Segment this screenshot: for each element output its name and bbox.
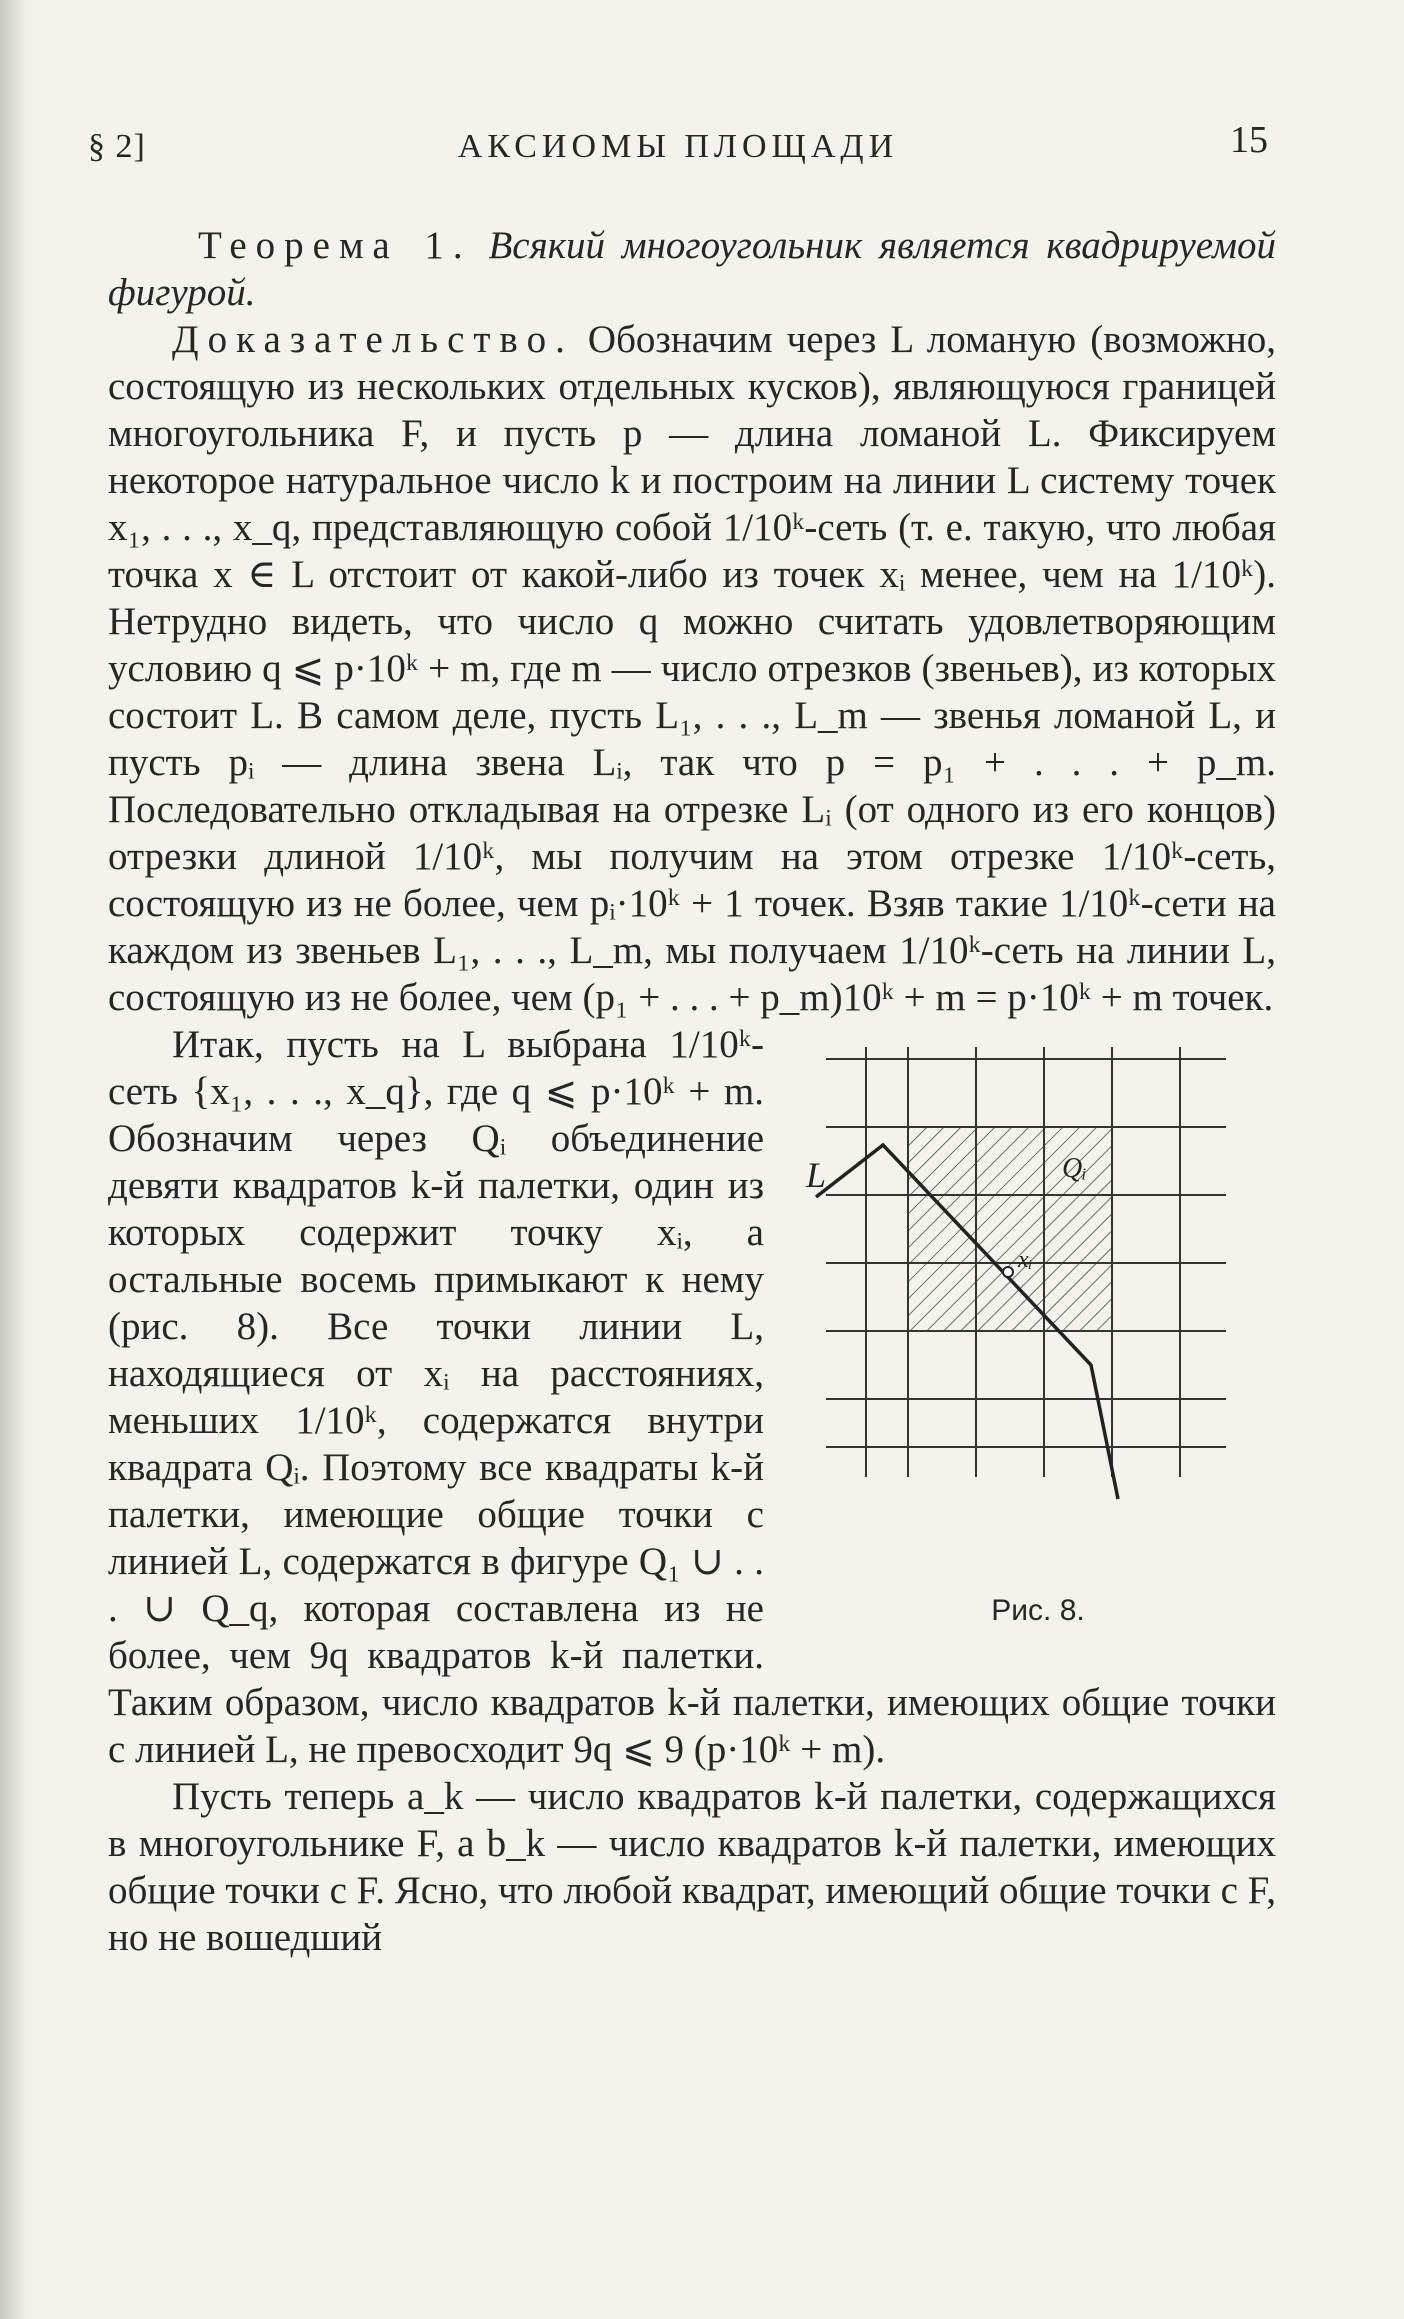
page-body bbox=[108, 222, 1276, 1961]
label-square-qi: Qᵢ bbox=[1062, 1153, 1087, 1184]
page-number: 15 bbox=[1230, 119, 1268, 161]
running-title: АКСИОМЫ ПЛОЩАДИ bbox=[457, 128, 899, 165]
running-header bbox=[88, 108, 1268, 165]
theorem-text: Всякий многоугольник является квадрируемой фигурой. bbox=[108, 224, 1277, 314]
section-marker: § 2] bbox=[88, 128, 146, 165]
proof-text-3: Пусть теперь a_k — число квадратов k-й палетки, содержащихся в многоугольнике F, а b_k — число квадратов k-й палетки, имеющих общие точки с F. Ясно, что любой квадрат, имеющий общие точки с F, но не вошедший bbox=[108, 1775, 1276, 1959]
figure-caption: Рис. 8. bbox=[991, 1594, 1085, 1627]
proof-paragraph-1 bbox=[108, 316, 1276, 1021]
label-line-l: L bbox=[806, 1155, 827, 1195]
proof-text-2: Итак, пусть на L выбрана 1/10ᵏ-сеть {x₁, . . ., x_q}, где q ⩽ p·10ᵏ + m. Обозначим через Qᵢ объединение девяти квадратов k-й палетки, один из которых содержит точку xᵢ, а остальные восемь примыкают к нему (рис. 8). Все точки линии L, находящиеся от xᵢ на расстояниях, меньших 1/10ᵏ, содержатся внутри квадрата Qᵢ. Поэтому все квадраты k-й палетки, имеющие общие точки с линией L, содержатся в фигуре Q₁ ∪ . . . ∪ Q_q, которая составлена из не более, чем 9q квадратов k-й палетки. Таким образом, число квадратов k-й палетки, имеющих общие точки с линией L, не превосходит 9q ⩽ 9 (p·10ᵏ + m). bbox=[108, 1023, 1276, 1771]
proof-label: Доказательство. bbox=[172, 318, 574, 361]
grid-diagram bbox=[786, 1047, 1246, 1567]
theorem-statement bbox=[108, 222, 1276, 316]
label-point-xi: xᵢ bbox=[1018, 1247, 1033, 1273]
proof-paragraph-2 bbox=[108, 1021, 1276, 1773]
figure-8 bbox=[786, 1027, 1276, 1667]
proof-text-1: Обозначим через L ломаную (возможно, состоящую из нескольких отдельных кусков), являющуюся границей многоугольника F, и пусть p — длина ломаной L. Фиксируем некоторое натуральное число k и построим на линии L систему точек x₁, . . ., x_q, представляющую собой 1/10ᵏ-сеть (т. е. такую, что любая точка x ∈ L отстоит от какой-либо из точек xᵢ менее, чем на 1/10ᵏ). Нетрудно видеть, что число q можно считать удовлетворяющим условию q ⩽ p·10ᵏ + m, где m — число отрезков (звеньев), из которых состоит L. В самом деле, пусть L₁, . . ., L_m — звенья ломаной L, и пусть pᵢ — длина звена Lᵢ, так что p = p₁ + . . . + p_m. Последовательно откладывая на отрезке Lᵢ (от одного из его концов) отрезки длиной 1/10ᵏ, мы получим на этом отрезке 1/10ᵏ-сеть, состоящую из не более, чем pᵢ·10ᵏ + 1 точек. Взяв такие 1/10ᵏ-сети на каждом из звеньев L₁, . . ., L_m, мы получаем 1/10ᵏ-сеть на линии L, состоящую из не более, чем (p₁ + . . . + p_m)10ᵏ + m = p·10ᵏ + m точек. bbox=[108, 318, 1277, 1019]
page-binding-shadow bbox=[0, 0, 34, 2319]
proof-paragraph-3 bbox=[108, 1773, 1276, 1961]
theorem-label: Теорема 1. bbox=[198, 224, 472, 267]
point-xi bbox=[1003, 1267, 1013, 1277]
